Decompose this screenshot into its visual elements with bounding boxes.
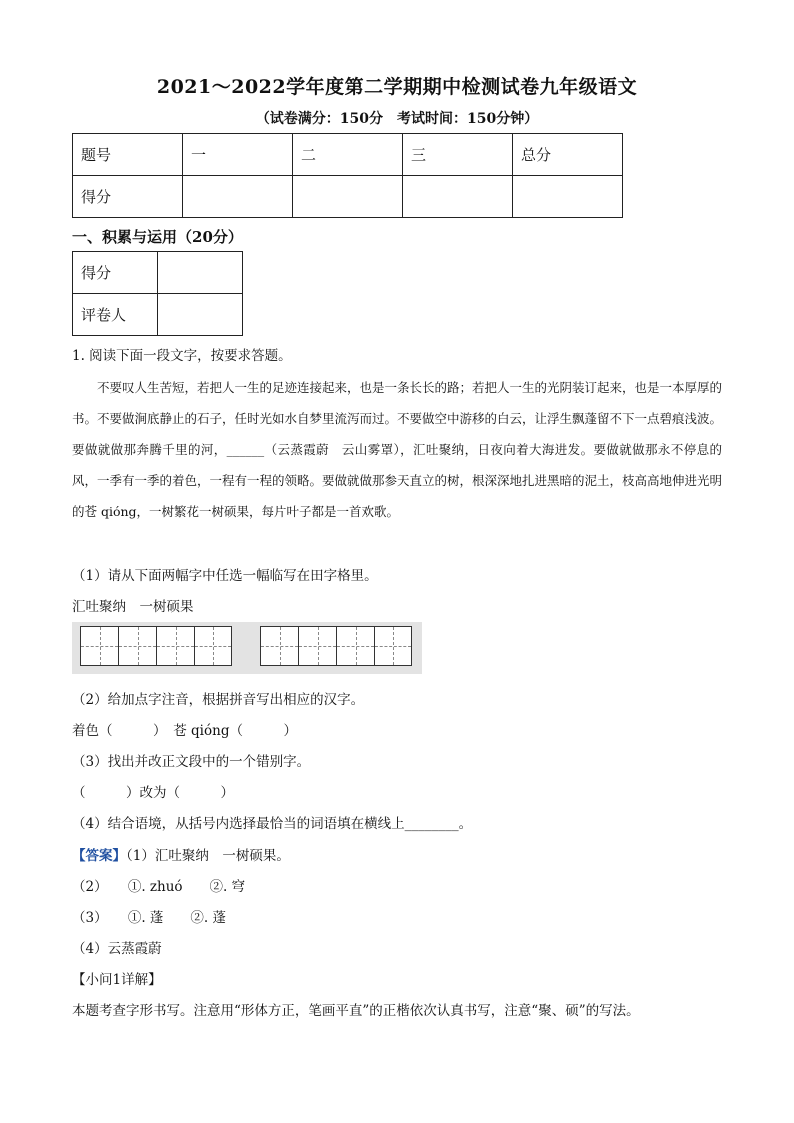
grid-cell[interactable] — [298, 626, 336, 666]
score-table-header-row — [73, 134, 623, 176]
subquestion-3-blanks: （ ）改为（ ） — [72, 785, 234, 801]
score-cell: 得分 — [73, 176, 183, 218]
score-table-score-row — [73, 176, 623, 218]
subquestion-3: （3）找出并改正文段中的一个错别字。 — [72, 754, 311, 770]
section-title: 一、积累与运用（20分） — [72, 228, 243, 246]
score-cell: 一 — [183, 134, 293, 176]
passage-text: 不要叹人生苦短，若把人一生的足迹连接起来，也是一条长长的路；若把人一生的光阴装订起来，也是一本厚厚的书。不要做涧底静止的石子，任时光如水自梦里流泻而过。不要做空中游移的白云，让浮生飘蓬留不下一点碧痕浅波。要做就做那奔腾千里的河，______（云蒸霞蔚 云山雾罩），汇吐聚纳，日夜向着大海进发。要做就做那永不停息的风，一季有一季的着色，一程有一程的领略。要做就做那参天直立的树，根深深地扎进黑暗的泥土，枝高高地伸进光明的苍 qióng，一树繁花一树硕果，每片叶子都是一首欢歌。 — [72, 380, 723, 519]
writing-grid-left[interactable] — [80, 626, 232, 668]
grader-cell — [158, 294, 243, 336]
score-cell — [293, 176, 403, 218]
grid-cell[interactable] — [374, 626, 412, 666]
subquestion-2: （2）给加点字注音，根据拼音写出相应的汉字。 — [72, 692, 365, 708]
writing-grid-area — [72, 622, 422, 674]
question-prompt: 1. 阅读下面一段文字，按要求答题。 — [72, 348, 292, 364]
grader-cell: 得分 — [73, 252, 158, 294]
score-cell: 总分 — [513, 134, 623, 176]
score-cell — [513, 176, 623, 218]
subquestion-2-blanks: 着色（ ） 苍 qióng（ ） — [72, 723, 297, 739]
detail-text: 本题考查字形书写。注意用“形体方正，笔画平直”的正楷依次认真书写，注意“聚、硕”的写法。 — [72, 1003, 640, 1019]
subquestion-4: （4）结合语境，从括号内选择最恰当的词语填在横线上________。 — [72, 816, 473, 832]
answer-line-4: （4）云蒸霞蔚 — [72, 941, 162, 957]
copy-text: 汇吐聚纳 一树硕果 — [72, 599, 194, 615]
writing-grid-right[interactable] — [260, 626, 412, 668]
answer-line-3: （3） ①. 蓬 ②. 蓬 — [72, 910, 227, 926]
grid-cell[interactable] — [80, 626, 118, 666]
answer-line-1 — [72, 844, 290, 864]
score-cell — [183, 176, 293, 218]
score-cell: 三 — [403, 134, 513, 176]
grader-cell: 评卷人 — [73, 294, 158, 336]
grader-row — [73, 294, 243, 336]
grid-cell[interactable] — [194, 626, 232, 666]
detail-label: 【小问1详解】 — [72, 972, 162, 988]
score-cell: 二 — [293, 134, 403, 176]
grid-cell[interactable] — [156, 626, 194, 666]
score-cell: 题号 — [73, 134, 183, 176]
exam-title: 2021～2022学年度第二学期期中检测试卷九年级语文 — [156, 76, 638, 98]
answer-label: 【答案】 — [72, 848, 126, 864]
score-table — [72, 133, 623, 218]
answer-line-2: （2） ①. zhuó ②. 穹 — [72, 879, 246, 895]
grader-row — [73, 252, 243, 294]
reading-passage — [72, 372, 722, 527]
grid-cell[interactable] — [260, 626, 298, 666]
grid-cell[interactable] — [336, 626, 374, 666]
subquestion-1: （1）请从下面两幅字中任选一幅临写在田字格里。 — [72, 568, 378, 584]
grid-cell[interactable] — [118, 626, 156, 666]
grader-table — [72, 251, 243, 336]
score-cell — [403, 176, 513, 218]
grader-cell — [158, 252, 243, 294]
exam-subtitle: （试卷满分：150分 考试时间：150分钟） — [255, 111, 539, 127]
answer-text: （1）汇吐聚纳 一树硕果。 — [126, 848, 290, 864]
